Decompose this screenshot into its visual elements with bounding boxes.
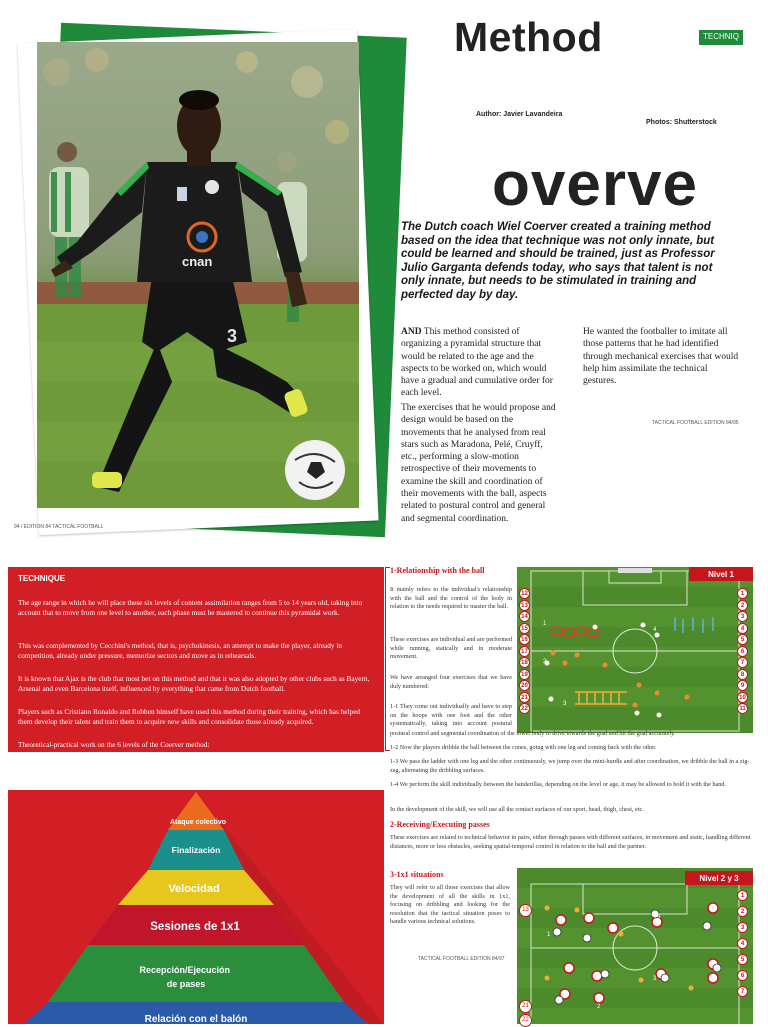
svg-text:4: 4	[653, 627, 657, 633]
field-number-badge: 10	[737, 692, 748, 703]
field2-left-badges-bottom	[519, 1000, 531, 1027]
technique-heading: TECHNIQUE	[18, 574, 66, 583]
pyramid-label-3: Velocidad	[168, 883, 220, 895]
field2-badge: 22	[519, 1014, 532, 1027]
field-number-badge: 14	[519, 611, 530, 622]
folio-right-2: TACTICAL FOOTBALL EDITION 84/97	[418, 956, 505, 962]
field2-label: Nivel 2 y 3	[699, 874, 739, 883]
photo-credit: Photos: Shutterstock	[646, 119, 717, 126]
coerver-pyramid	[8, 790, 384, 1024]
svg-text:3: 3	[227, 326, 238, 346]
section1-item1: 1-1 They come out individually and have to step on the hoops with one foot and the other systematically, taking into account postural	[390, 703, 512, 727]
svg-text:3: 3	[563, 701, 567, 707]
field2-right-badges	[737, 890, 749, 1002]
body-paragraph-2: The exercises that he would propose and design would be based on the movements that he analysed from real stars such as Maradona, Pelé, Cruyff, etc., performing a slow-motion retrospective of their movements to examine the skill and coordination of their movements with the ball, aspects related to postural control and general and segmental coordination.	[401, 403, 556, 524]
field-number-badge: 2	[737, 600, 748, 611]
svg-text:cnan: cnan	[182, 254, 213, 269]
svg-text:1: 1	[547, 932, 551, 938]
body-paragraph-1	[401, 326, 559, 400]
technique-p3: It is known that Ajax is the club that most bet on this method and that it was also adopted by other clubs such as Bayern, Arsenal and even Barcelona itself, influenced by everything that came from Dutch football.	[18, 674, 370, 693]
drill-diagram-nivel-2-3	[517, 868, 753, 1024]
svg-text:2: 2	[597, 1004, 601, 1010]
technique-p1: The age range in which he will place these six levels of content assimilation ranges from 5 to 14 years old, taking into account that to move from one level to another, each phase must be mastered to continue this pyramidal work.	[18, 598, 363, 617]
pyramid-label-5-line1: Recepción/Ejecución	[139, 965, 231, 975]
field-number-badge: 8	[737, 669, 748, 680]
field-number-badge: 12	[519, 588, 530, 599]
field-number-badge: 20	[519, 680, 530, 691]
field-number-badge: 13	[519, 600, 530, 611]
svg-text:2: 2	[543, 659, 547, 665]
field-number-badge: 16	[519, 634, 530, 645]
svg-text:3: 3	[653, 976, 657, 982]
section3-title: 3-1x1 situations	[390, 870, 444, 879]
page-title: Method	[454, 14, 603, 60]
field-number-badge: 6	[737, 646, 748, 657]
body-paragraph-1-text: This method consisted of organizing a pyramidal structure that would be related to the age and the aspects to be worked on, which would have a gradual and cumulative order for each level.	[401, 327, 553, 399]
section1-title: 1-Relationship with the ball	[390, 566, 485, 575]
section1-item1-cont: postural control and segmental coordination of the lower body to drive towards the goal and hit the goal accurately.	[390, 730, 676, 737]
field1-label: Nivel 1	[708, 570, 734, 579]
field2-left-badge-top	[519, 904, 531, 917]
field-number-badge: 15	[519, 623, 530, 634]
field-number-badge: 22	[519, 703, 530, 714]
field-number-badge: 17	[519, 646, 530, 657]
section1-p3: We have arranged four exercises that we have duly numbered:	[390, 674, 512, 690]
field-number-badge: 21	[519, 692, 530, 703]
field-number-badge: 3	[737, 922, 748, 933]
headline: overve	[492, 150, 698, 219]
section1-p1: It mainly refers to the individual's relationship with the ball and the control of the body in relation to the needs required to master the ball.	[390, 586, 512, 610]
section1-p2: These exercises are individual and are performed while running, statically and in moderate movement.	[390, 636, 512, 660]
lead-paragraph: The Dutch coach Wiel Coerver created a training method based on the idea that technique was not only innate, but could be learned and should be trained, just as Professor Julio Garganta defends today, who says that talent is not only innate, but needs to be stimulated in training and perfected day by day.	[401, 221, 715, 301]
pyramid-label-6: Relación con el balón	[144, 1014, 248, 1024]
drill-diagram-nivel-1	[517, 567, 753, 733]
technique-p2: This was complemented by Cecchini's method, that is, psychokinesis, an attempt to make the player, already in competition, already under pressure, memorize sectors and move as in rehearsals.	[18, 641, 343, 660]
section1-item3: 1-3 We pass the ladder with one leg and the other continuously, we jump over the mini-hurdle and after coordination, we dribble the ball in a zig-zag, alternating the dribbling surfaces.	[390, 758, 750, 774]
section1-item2: 1-2 Now the players dribble the ball between the cones, going with one leg and coming back with the other.	[390, 744, 657, 751]
dropcap: AND	[401, 327, 422, 337]
player-photo	[37, 42, 359, 508]
field2-badge: 21	[519, 1000, 532, 1013]
section3-p1: They will refer to all those exercises that allow the development of all the skills in 1x1, focusing on dribbling and looking for the resolution that the tactical situation poses to handle various technical solutions.	[390, 884, 510, 925]
field-number-badge: 1	[737, 588, 748, 599]
field-number-badge: 7	[737, 657, 748, 668]
svg-text:4: 4	[657, 914, 661, 920]
field1-right-badges	[737, 588, 749, 715]
field-number-badge: 18	[519, 657, 530, 668]
field-number-badge: 5	[737, 634, 748, 645]
field-number-badge: 4	[737, 623, 748, 634]
section2-p1: These exercises are related to technical behavior in pairs, either through passes with different surfaces, in movement and static, handling different distances, more or less obstacles, seeking spatial-temporal control in relation to the ball and the partner.	[390, 834, 751, 850]
section1-item4: 1-4 We perform the skill individually between the banderillas, depending on the level or age, it may be allowed to hold it with the hand.	[390, 781, 727, 788]
pyramid-label-4: Sesiones de 1x1	[150, 921, 240, 933]
field-number-badge: 4	[737, 938, 748, 949]
field-number-badge: 2	[737, 906, 748, 917]
field2-badge: 13	[519, 904, 532, 917]
section2-title: 2-Receiving/Executing passes	[390, 820, 490, 829]
pyramid-label-1: Ataque colectivo	[169, 819, 227, 826]
folio-left: 94 / EDITION 84 TACTICAL FOOTBALL	[14, 524, 104, 530]
field-number-badge: 6	[737, 970, 748, 981]
technique-p4: Players such as Cristiano Ronaldo and Robben himself have used this method during their training, which has helped them develop their talent and train them to acquire new skills and consolidate those already acquired.	[18, 707, 361, 726]
svg-text:1: 1	[543, 621, 547, 627]
field-number-badge: 3	[737, 611, 748, 622]
field-number-badge: 11	[737, 703, 748, 714]
technique-box	[8, 567, 384, 752]
section1-p4: In the development of the skill, we will use all the contact surfaces of our sport, head, thigh, chest, etc.	[390, 806, 644, 813]
section-tag: TECHNIQ	[699, 30, 743, 45]
pyramid-label-5-line2: de pases	[166, 979, 206, 989]
author-credit: Author: Javier Lavandeira	[476, 111, 563, 118]
field-number-badge: 5	[737, 954, 748, 965]
field-number-badge: 7	[737, 986, 748, 997]
technique-p5: Theoretical-practical work on the 6 levels of the Coerver method:	[18, 740, 210, 749]
folio-right: TACTICAL FOOTBALL EDITION 84/95	[652, 420, 739, 426]
pyramid-label-2: Finalización	[171, 845, 221, 855]
body-paragraph-3: He wanted the footballer to imitate all those patterns that he had identified through mechanical exercises that would help him assimilate the technical gestures.	[583, 327, 739, 387]
field1-left-badges	[519, 588, 531, 715]
field-number-badge: 9	[737, 680, 748, 691]
field-number-badge: 19	[519, 669, 530, 680]
field-number-badge: 1	[737, 890, 748, 901]
